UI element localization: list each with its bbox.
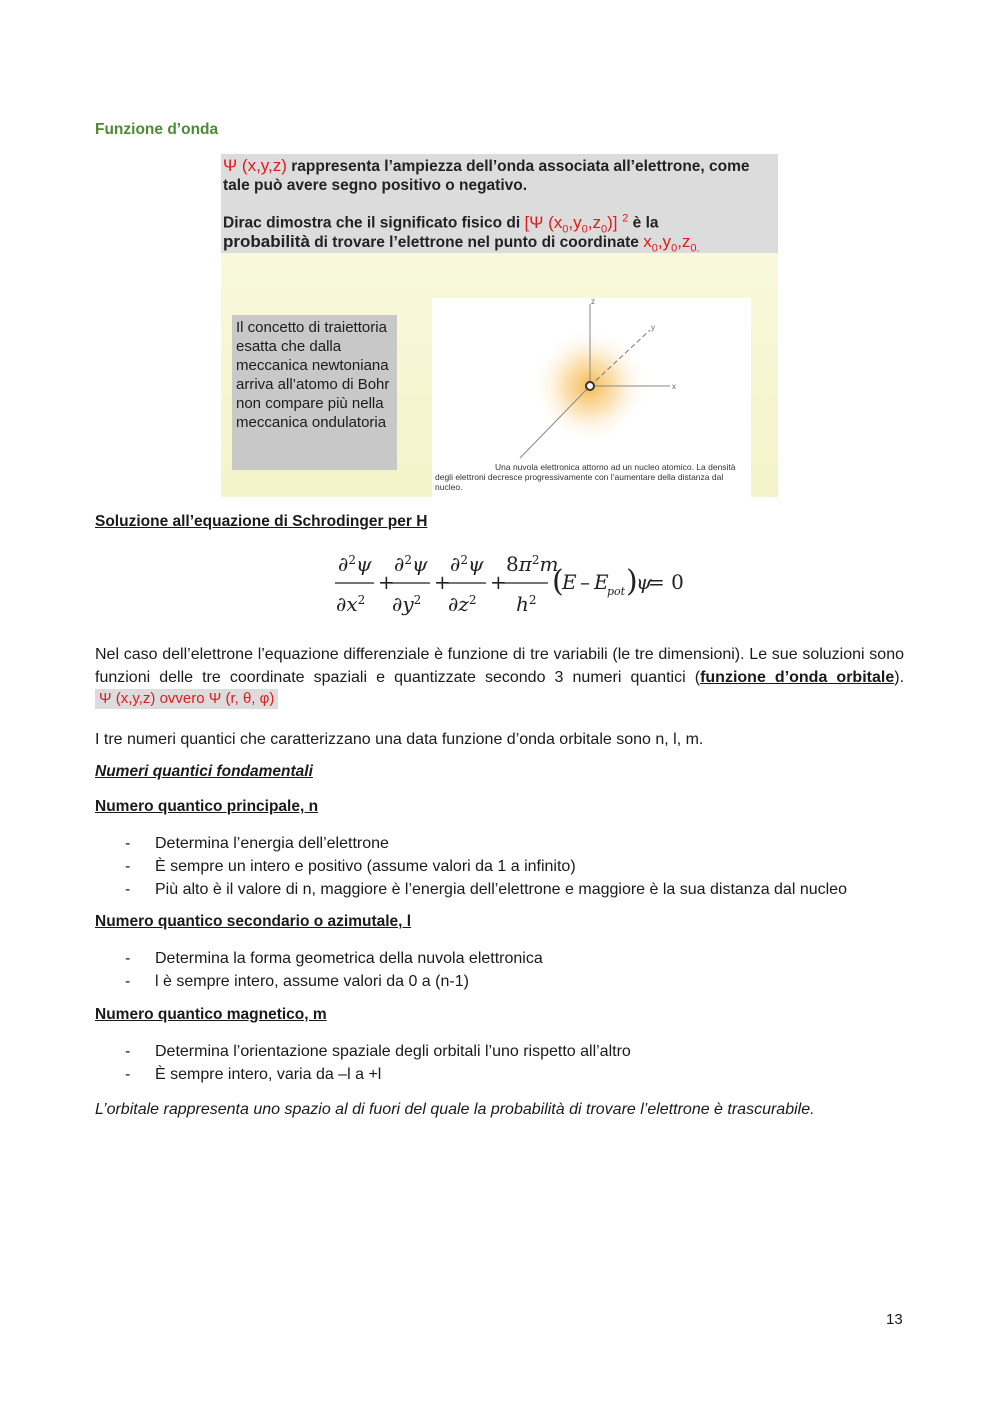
page-number: 13 bbox=[886, 1311, 903, 1328]
equation-svg bbox=[330, 543, 684, 625]
svg-text:∂x2: $\partial x^2$ bbox=[336, 592, 366, 616]
list-item: - È sempre intero, varia da –l a +l bbox=[95, 1063, 925, 1086]
svg-text:–: – bbox=[580, 570, 590, 594]
svg-text:(: ( bbox=[552, 564, 564, 599]
trajectory-note: Il concetto di traiettoria esatta che dalla meccanica newtoniana arriva all’atomo di Bohr non compare più nella meccanica ondulatoria bbox=[232, 315, 397, 470]
svg-text:∂2ψ: ∂$^2$ψ bbox=[338, 552, 372, 576]
figure-header-band bbox=[221, 154, 778, 253]
list-item: - l è sempre intero, assume valori da 0 a (n-1) bbox=[95, 970, 925, 993]
wave-function-figure bbox=[221, 154, 778, 497]
electron-cloud-panel bbox=[432, 298, 751, 497]
paragraph-equation-explanation: Nel caso dell’elettrone l’equazione differenziale è funzione di tre variabili (le tre dimensioni). Le sue soluzioni sono funzioni delle tre coordinate spaziali e quantizzate secondo 3 numeri quantici (funzione d’onda orbitale). Ψ (x,y,z) ovvero Ψ (r, θ, φ) bbox=[95, 646, 905, 707]
nucleus bbox=[586, 382, 594, 390]
svg-text:8π2m: $8\pi^2m$ bbox=[506, 552, 559, 576]
svg-text:+: + bbox=[434, 570, 451, 594]
x-axis-label: x bbox=[672, 382, 676, 391]
list-item: - Determina la forma geometrica della nuvola elettronica bbox=[95, 947, 925, 970]
list-item: - Più alto è il valore di n, maggiore è l’energia dell’elettrone e maggiore è la sua distanza dal nucleo bbox=[95, 878, 925, 901]
svg-text:E: E bbox=[562, 570, 577, 594]
z-axis-label: z bbox=[591, 297, 595, 306]
svg-text:∂z2: $\partial z^2$ bbox=[448, 592, 477, 616]
figure-line-2: tale può avere segno positivo o negativo. bbox=[223, 177, 528, 194]
list-item: - È sempre un intero e positivo (assume valori da 1 a infinito) bbox=[95, 855, 925, 878]
coordinates: $x_0,y_0,z_{0.}$ bbox=[643, 232, 700, 255]
y-axis-label: y bbox=[651, 323, 655, 332]
svg-text:E: E bbox=[594, 570, 609, 594]
paragraph-quantum-numbers: I tre numeri quantici che caratterizzano una data funzione d’onda orbitale sono n, l, m. bbox=[95, 731, 704, 748]
svg-text:= 0: = 0 bbox=[648, 570, 684, 594]
list-item: - Determina l’orientazione spaziale degli orbitali l’uno rispetto all’altro bbox=[95, 1040, 925, 1063]
svg-text:h2: $h^2$ bbox=[516, 592, 537, 616]
svg-text:ψ: ψ bbox=[636, 570, 652, 594]
svg-text:+: + bbox=[490, 570, 507, 594]
secondary-number-title: Numero quantico secondario o azimutale, l bbox=[95, 913, 412, 930]
figure-line-4: probabilità di trovare l’elettrone nel punto di coordinate $x_0,y_0,z_{0.}$ bbox=[223, 232, 700, 255]
svg-text:+: + bbox=[378, 570, 395, 594]
psi-notation-box: Ψ (x,y,z) ovvero Ψ (r, θ, φ) bbox=[95, 689, 278, 709]
svg-text:∂2ψ: ∂$^2$ψ bbox=[394, 552, 428, 576]
fundamental-numbers-title: Numeri quantici fondamentali bbox=[95, 763, 313, 780]
schrodinger-equation bbox=[330, 543, 684, 625]
svg-text:pot: pot bbox=[607, 585, 626, 598]
principal-number-list bbox=[95, 832, 925, 901]
magnetic-number-title: Numero quantico magnetico, m bbox=[95, 1006, 327, 1023]
magnetic-number-list bbox=[95, 1040, 925, 1086]
list-item: - Determina l’energia dell’elettrone bbox=[95, 832, 925, 855]
closing-statement: L’orbitale rappresenta uno spazio al di fuori del quale la probabilità di trovare l’elettrone è trascurabile. bbox=[95, 1101, 815, 1118]
figure-line-1: Ψ (x,y,z) rappresenta l’ampiezza dell’onda associata all’elettrone, come bbox=[223, 156, 750, 175]
orbital-wave-function-term: funzione d’onda orbitale bbox=[700, 669, 895, 686]
svg-text:): ) bbox=[626, 564, 638, 599]
section-heading: Funzione d’onda bbox=[95, 121, 219, 138]
figure-line-3: Dirac dimostra che il significato fisico di [Ψ $(x_0,y_0,z_0)$] $^2$ è la bbox=[223, 212, 659, 236]
principal-number-title: Numero quantico principale, n bbox=[95, 798, 319, 815]
svg-text:∂2ψ: ∂$^2$ψ bbox=[450, 552, 484, 576]
figure-caption: Una nuvola elettronica attorno ad un nucleo atomico. La densità degli elettroni decresce progressivamente con l’aumentare della distanza dal nucleo. bbox=[435, 462, 736, 492]
secondary-number-list bbox=[95, 947, 925, 993]
schrodinger-title: Soluzione all’equazione di Schrodinger per H bbox=[95, 513, 428, 530]
psi-squared: [Ψ $(x_0,y_0,z_0)$] $^2$ bbox=[524, 212, 629, 236]
svg-text:∂y2: $\partial y^2$ bbox=[392, 592, 422, 616]
